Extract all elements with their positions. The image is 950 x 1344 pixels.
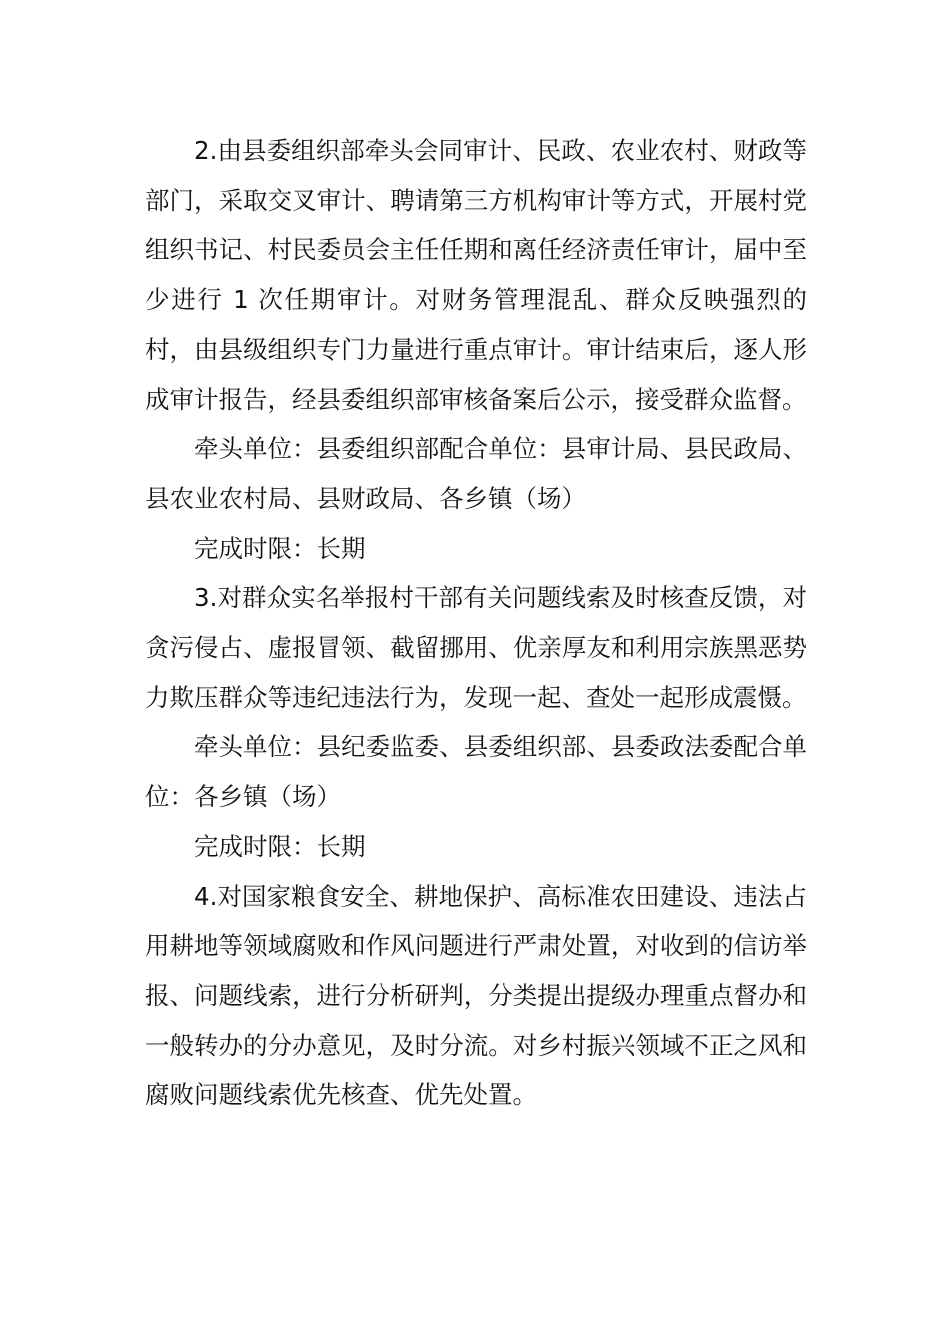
paragraph-item-2-audit: 2.由县委组织部牵头会同审计、民政、农业农村、财政等部门，采取交叉审计、聘请第三方机构审计等方式，开展村党组织书记、村民委员会主任任期和离任经济责任审计，届中至少进行 1 次任期审计。对财务管理混乱、群众反映强烈的村，由县级组织专门力量进行重点审计。审计结束后，逐人形成审计报告，经县委组织部审核备案后公示，接受群众监督。: [145, 136, 807, 414]
paragraph-lead-unit-1: 牵头单位：县委组织部配合单位：县审计局、县民政局、县农业农村局、县财政局、各乡镇（场）: [145, 434, 807, 513]
paragraph-deadline-2: 完成时限：长期: [194, 831, 366, 861]
paragraph-lead-unit-2: 牵头单位：县纪委监委、县委组织部、县委政法委配合单位：各乡镇（场）: [145, 732, 807, 812]
paragraph-deadline-1: 完成时限：长期: [194, 533, 366, 563]
paragraph-item-4-food-security: 4.对国家粮食安全、耕地保护、高标准农田建设、违法占用耕地等领域腐败和作风问题进行严肃处置，对收到的信访举报、问题线索，进行分析研判，分类提出提级办理重点督办和一般转办的分办意见，及时分流。对乡村振兴领域不正之风和腐败问题线索优先核查、优先处置。: [145, 881, 807, 1110]
paragraph-item-3-report-verification: 3.对群众实名举报村干部有关问题线索及时核查反馈，对贪污侵占、虚报冒领、截留挪用、优亲厚友和利用宗族黑恶势力欺压群众等违纪违法行为，发现一起、查处一起形成震慑。: [145, 583, 807, 712]
document-body: [145, 126, 807, 1120]
